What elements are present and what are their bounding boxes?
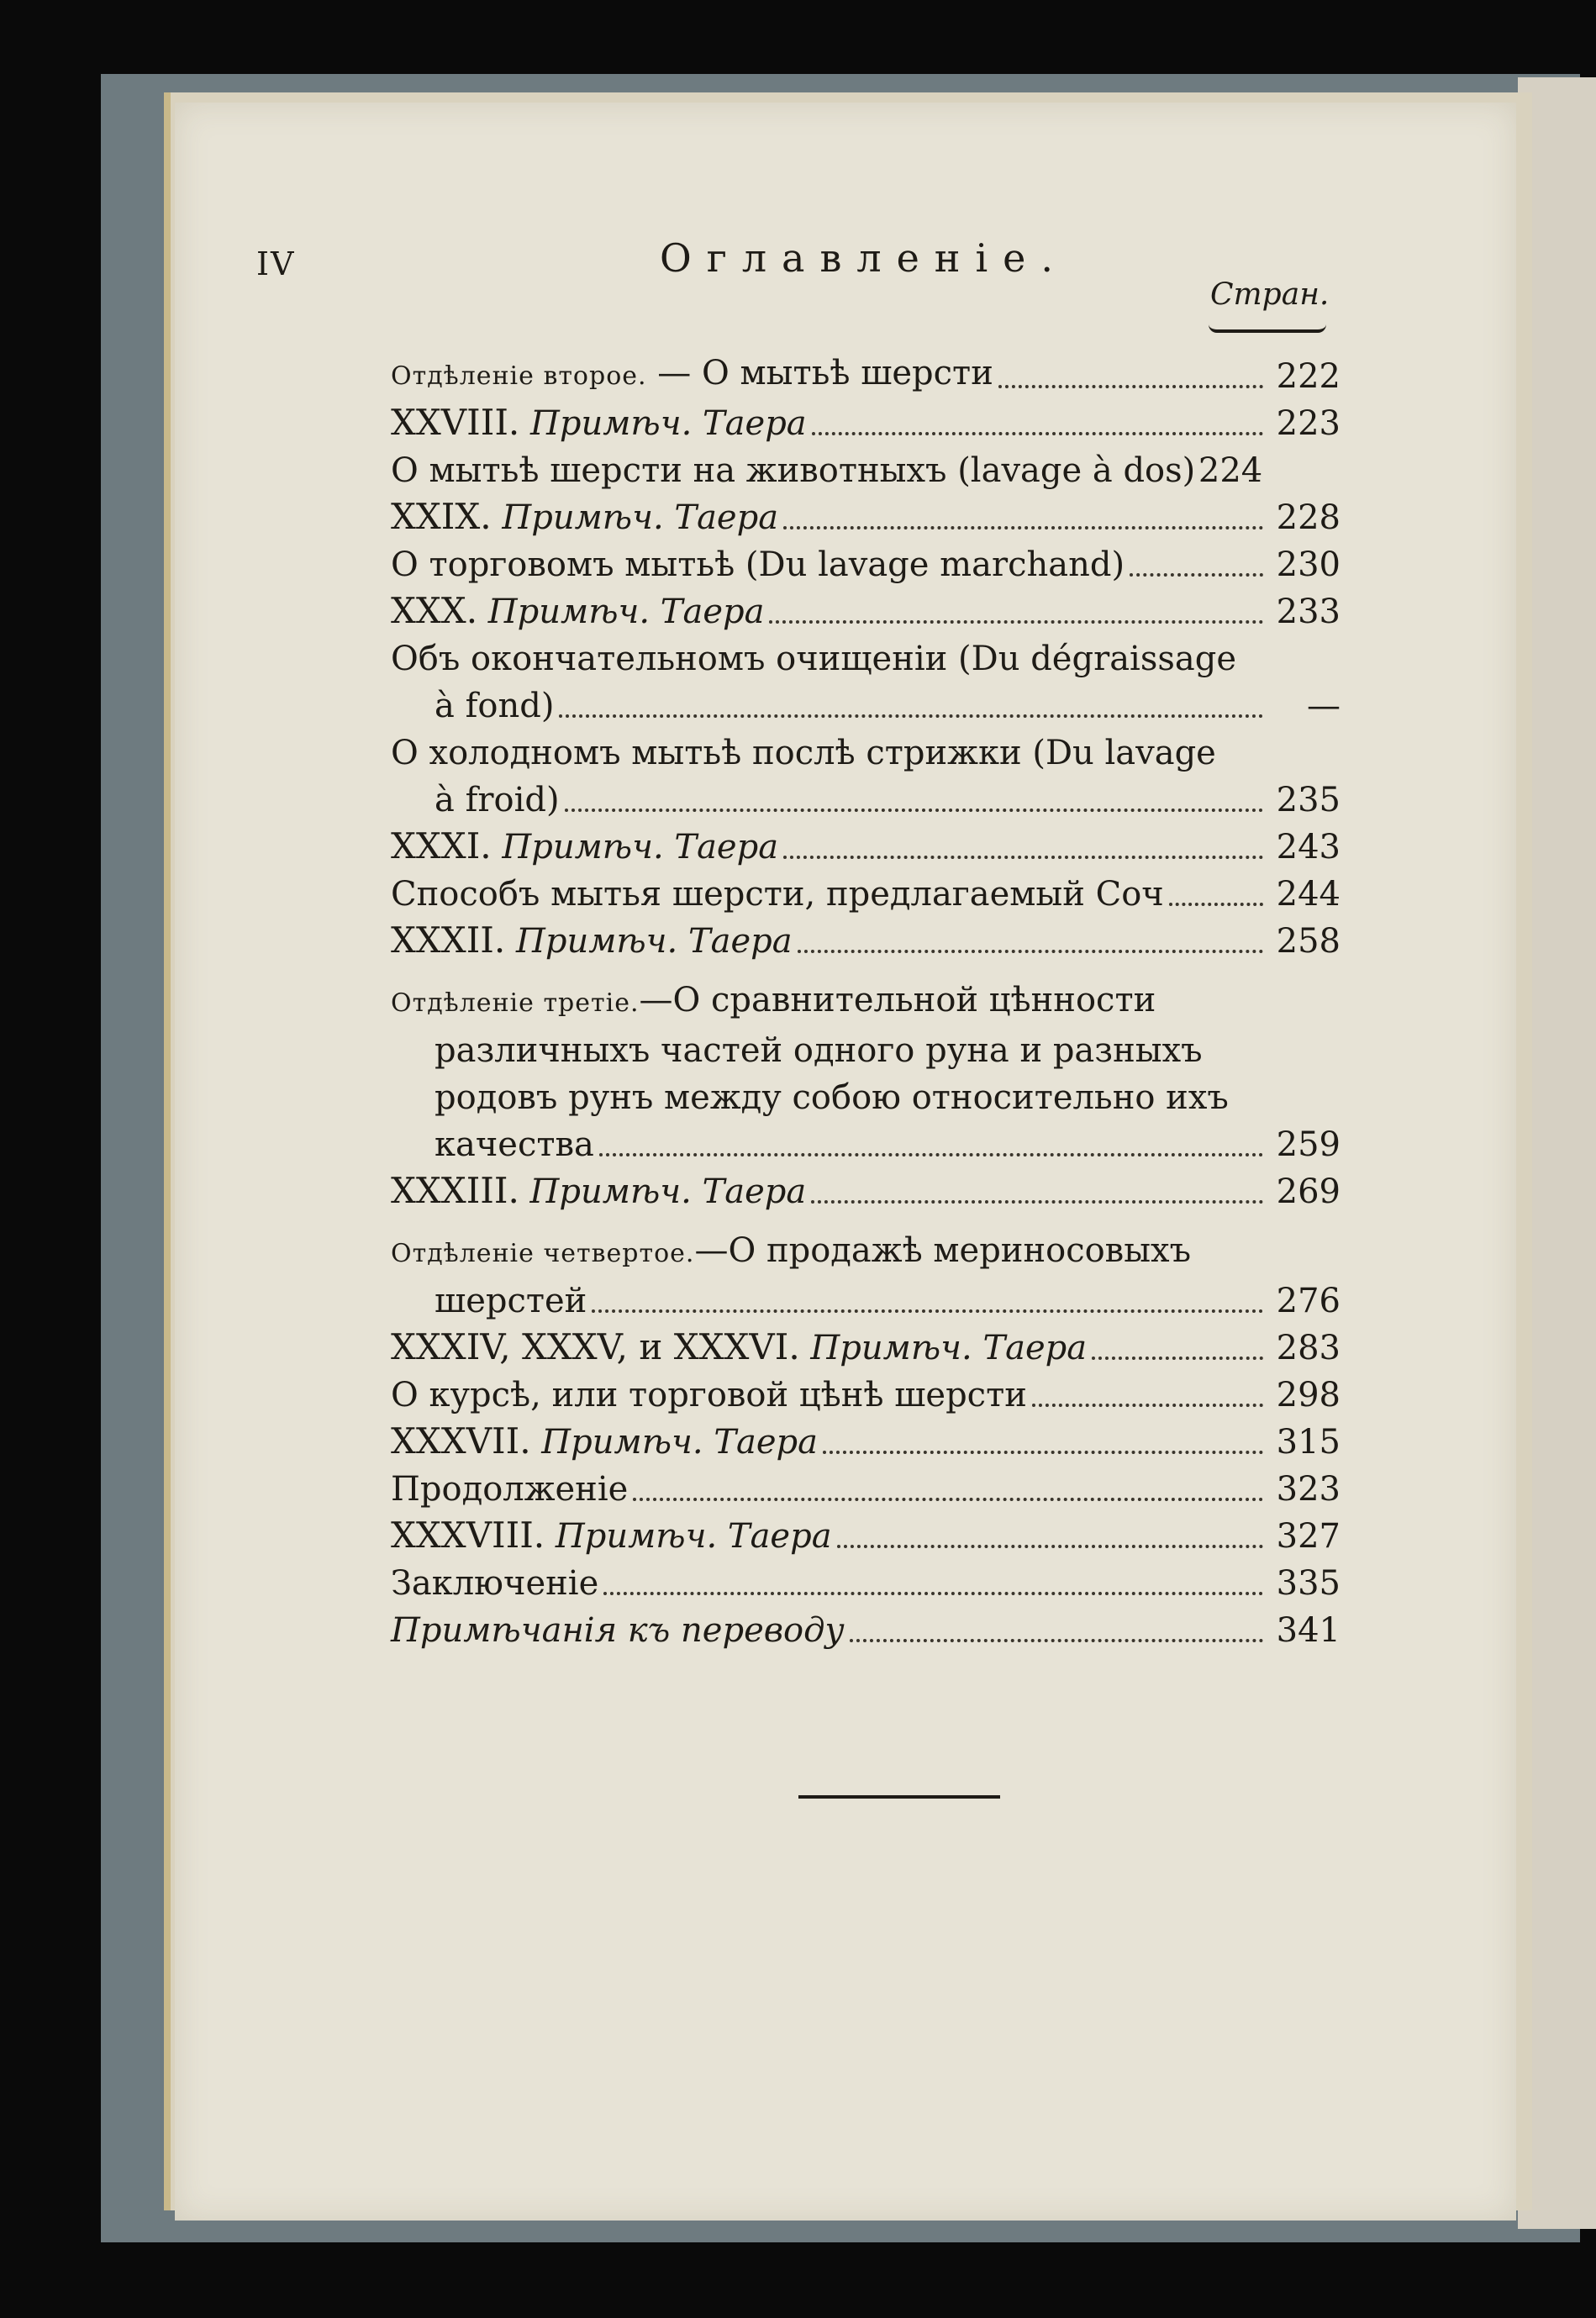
- entry-page: 298: [1276, 1376, 1341, 1415]
- dot-leader: [823, 1451, 1263, 1454]
- entry-title: —О продажѣ мериносовыхъ: [694, 1231, 1192, 1270]
- entry-title: Примѣч. Таера: [502, 498, 779, 537]
- entry-title: Способъ мытья шерсти, предлагаемый Соч: [391, 875, 1164, 914]
- dot-leader: [559, 714, 1263, 718]
- entry-page: 341: [1276, 1611, 1341, 1650]
- table-of-contents: [391, 353, 1341, 1654]
- toc-entry: [391, 1419, 1341, 1466]
- toc-entry: [391, 400, 1341, 447]
- entry-title: Примѣч. Таера: [529, 404, 807, 443]
- entry-page: 269: [1276, 1172, 1341, 1211]
- dot-leader: [1130, 573, 1263, 577]
- entry-title-continued: различныхъ частей одного руна и разныхъ: [435, 1031, 1203, 1070]
- dot-leader: [603, 1592, 1263, 1595]
- entry-title-continued: родовъ рунъ между собою относительно ихъ: [435, 1078, 1229, 1117]
- entry-title: Примѣч. Таера: [541, 1423, 818, 1462]
- dot-leader: [769, 620, 1263, 624]
- toc-entry: [391, 980, 1341, 1027]
- toc-entry-continuation: [391, 1074, 1341, 1121]
- dot-leader: [798, 950, 1263, 953]
- toc-entry: [391, 918, 1341, 965]
- toc-entry: [391, 1168, 1341, 1215]
- toc-entry: [391, 1607, 1341, 1654]
- toc-entry: [391, 588, 1341, 635]
- column-heading-flourish: [1209, 324, 1326, 333]
- toc-entry-continuation: [391, 1027, 1341, 1074]
- entry-page: 315: [1276, 1423, 1341, 1462]
- note-number: XXXII.: [391, 919, 506, 961]
- dot-leader: [850, 1639, 1263, 1642]
- dot-leader: [633, 1498, 1263, 1501]
- entry-title: О мытьѣ шерсти на животныхъ (lavage à dos): [391, 451, 1196, 490]
- note-number: XXXVII.: [391, 1420, 531, 1462]
- entry-title-continued: à fond): [435, 687, 555, 725]
- entry-title-continued: шерстей: [435, 1282, 587, 1320]
- dot-leader: [783, 856, 1263, 859]
- entry-title: О курсѣ, или торговой цѣнѣ шерсти: [391, 1376, 1027, 1415]
- entry-page: 327: [1276, 1517, 1341, 1556]
- closing-rule: [798, 1795, 1000, 1799]
- entry-page: 222: [1276, 357, 1341, 396]
- toc-entry: [391, 871, 1341, 918]
- note-number: XXVIII.: [391, 402, 520, 443]
- page-title: Оглавленіе.: [660, 235, 1069, 281]
- dot-leader: [1169, 903, 1263, 906]
- toc-entry: [391, 447, 1341, 494]
- dot-leader: [592, 1309, 1263, 1313]
- toc-entry: [391, 824, 1341, 871]
- toc-entry: [391, 494, 1341, 541]
- entry-page: 244: [1276, 875, 1341, 914]
- entry-title: — О мытьѣ шерсти: [646, 354, 993, 392]
- entry-title: О торговомъ мытьѣ (Du lavage marchand): [391, 545, 1125, 584]
- entry-title: Примѣч. Таера: [529, 1172, 807, 1211]
- page-column-heading: Стран.: [1210, 277, 1330, 312]
- entry-title: О холодномъ мытьѣ послѣ стрижки (Du lavage: [391, 734, 1216, 772]
- entry-title: —О сравнительной цѣнности: [639, 981, 1156, 1019]
- dot-leader: [1032, 1404, 1263, 1407]
- entry-title: Примѣч. Таера: [810, 1329, 1088, 1367]
- note-number: XXX.: [391, 590, 478, 631]
- entry-page: 283: [1276, 1329, 1341, 1367]
- entry-page: 276: [1276, 1282, 1341, 1320]
- dot-leader: [1092, 1357, 1263, 1360]
- toc-entry: [391, 541, 1341, 588]
- entry-title: Заключеніе: [391, 1564, 599, 1603]
- dot-leader: [837, 1545, 1263, 1548]
- entry-page: 259: [1276, 1125, 1341, 1164]
- entry-title-continued: качества: [435, 1125, 594, 1164]
- entry-page: 323: [1276, 1470, 1341, 1509]
- entry-page: 335: [1276, 1564, 1341, 1603]
- entry-title: Объ окончательномъ очищеніи (Du dégraissage: [391, 640, 1237, 678]
- entry-title: Примѣч. Таера: [502, 828, 779, 867]
- entry-page: 243: [1276, 828, 1341, 867]
- section-label: Отдѣленіе четвертое.: [391, 1239, 695, 1268]
- toc-entry: [391, 1560, 1341, 1607]
- dot-leader: [783, 526, 1263, 529]
- page-number: IV: [256, 245, 296, 282]
- note-number: XXIX.: [391, 496, 492, 537]
- entry-page: 230: [1276, 545, 1341, 584]
- dot-leader: [998, 385, 1263, 388]
- dot-leader: [812, 432, 1263, 435]
- entry-page: 233: [1276, 593, 1341, 631]
- dot-leader: [599, 1153, 1263, 1156]
- toc-entry: [391, 1230, 1341, 1278]
- toc-entry: [391, 1466, 1341, 1513]
- entry-page: 258: [1276, 922, 1341, 961]
- toc-entry-continuation: [391, 777, 1341, 824]
- toc-entry: [391, 1372, 1341, 1419]
- toc-entry: [391, 635, 1341, 682]
- note-number: XXXIII.: [391, 1170, 519, 1211]
- dot-leader: [811, 1200, 1263, 1204]
- toc-entry-continuation: [391, 682, 1341, 730]
- entry-page: 235: [1276, 781, 1341, 819]
- note-number: XXXVIII.: [391, 1515, 545, 1556]
- toc-entry-continuation: [391, 1278, 1341, 1325]
- entry-title: Примѣч. Таера: [487, 593, 765, 631]
- entry-title: Примѣч. Таера: [555, 1517, 832, 1556]
- entry-title: Примѣчанія къ переводу: [391, 1611, 845, 1650]
- toc-entry: [391, 730, 1341, 777]
- section-label: Отдѣленіе второе.: [391, 361, 647, 391]
- note-number: XXXI.: [391, 825, 492, 867]
- entry-title: Продолженіе: [391, 1470, 629, 1509]
- entry-page: 224: [1198, 451, 1263, 490]
- entry-page: 228: [1276, 498, 1341, 537]
- note-number: XXXIV, XXXV, и XXXVI.: [391, 1326, 800, 1367]
- toc-entry-continuation: [391, 1121, 1341, 1168]
- entry-page: 223: [1276, 404, 1341, 443]
- dot-leader: [565, 809, 1263, 812]
- section-label: Отдѣленіе третіе.: [391, 988, 640, 1018]
- entry-title-continued: à froid): [435, 781, 560, 819]
- entry-page: —: [1307, 687, 1341, 725]
- toc-entry: [391, 1325, 1341, 1372]
- toc-entry: [391, 1513, 1341, 1560]
- entry-title: Примѣч. Таера: [515, 922, 793, 961]
- toc-entry: [391, 353, 1341, 400]
